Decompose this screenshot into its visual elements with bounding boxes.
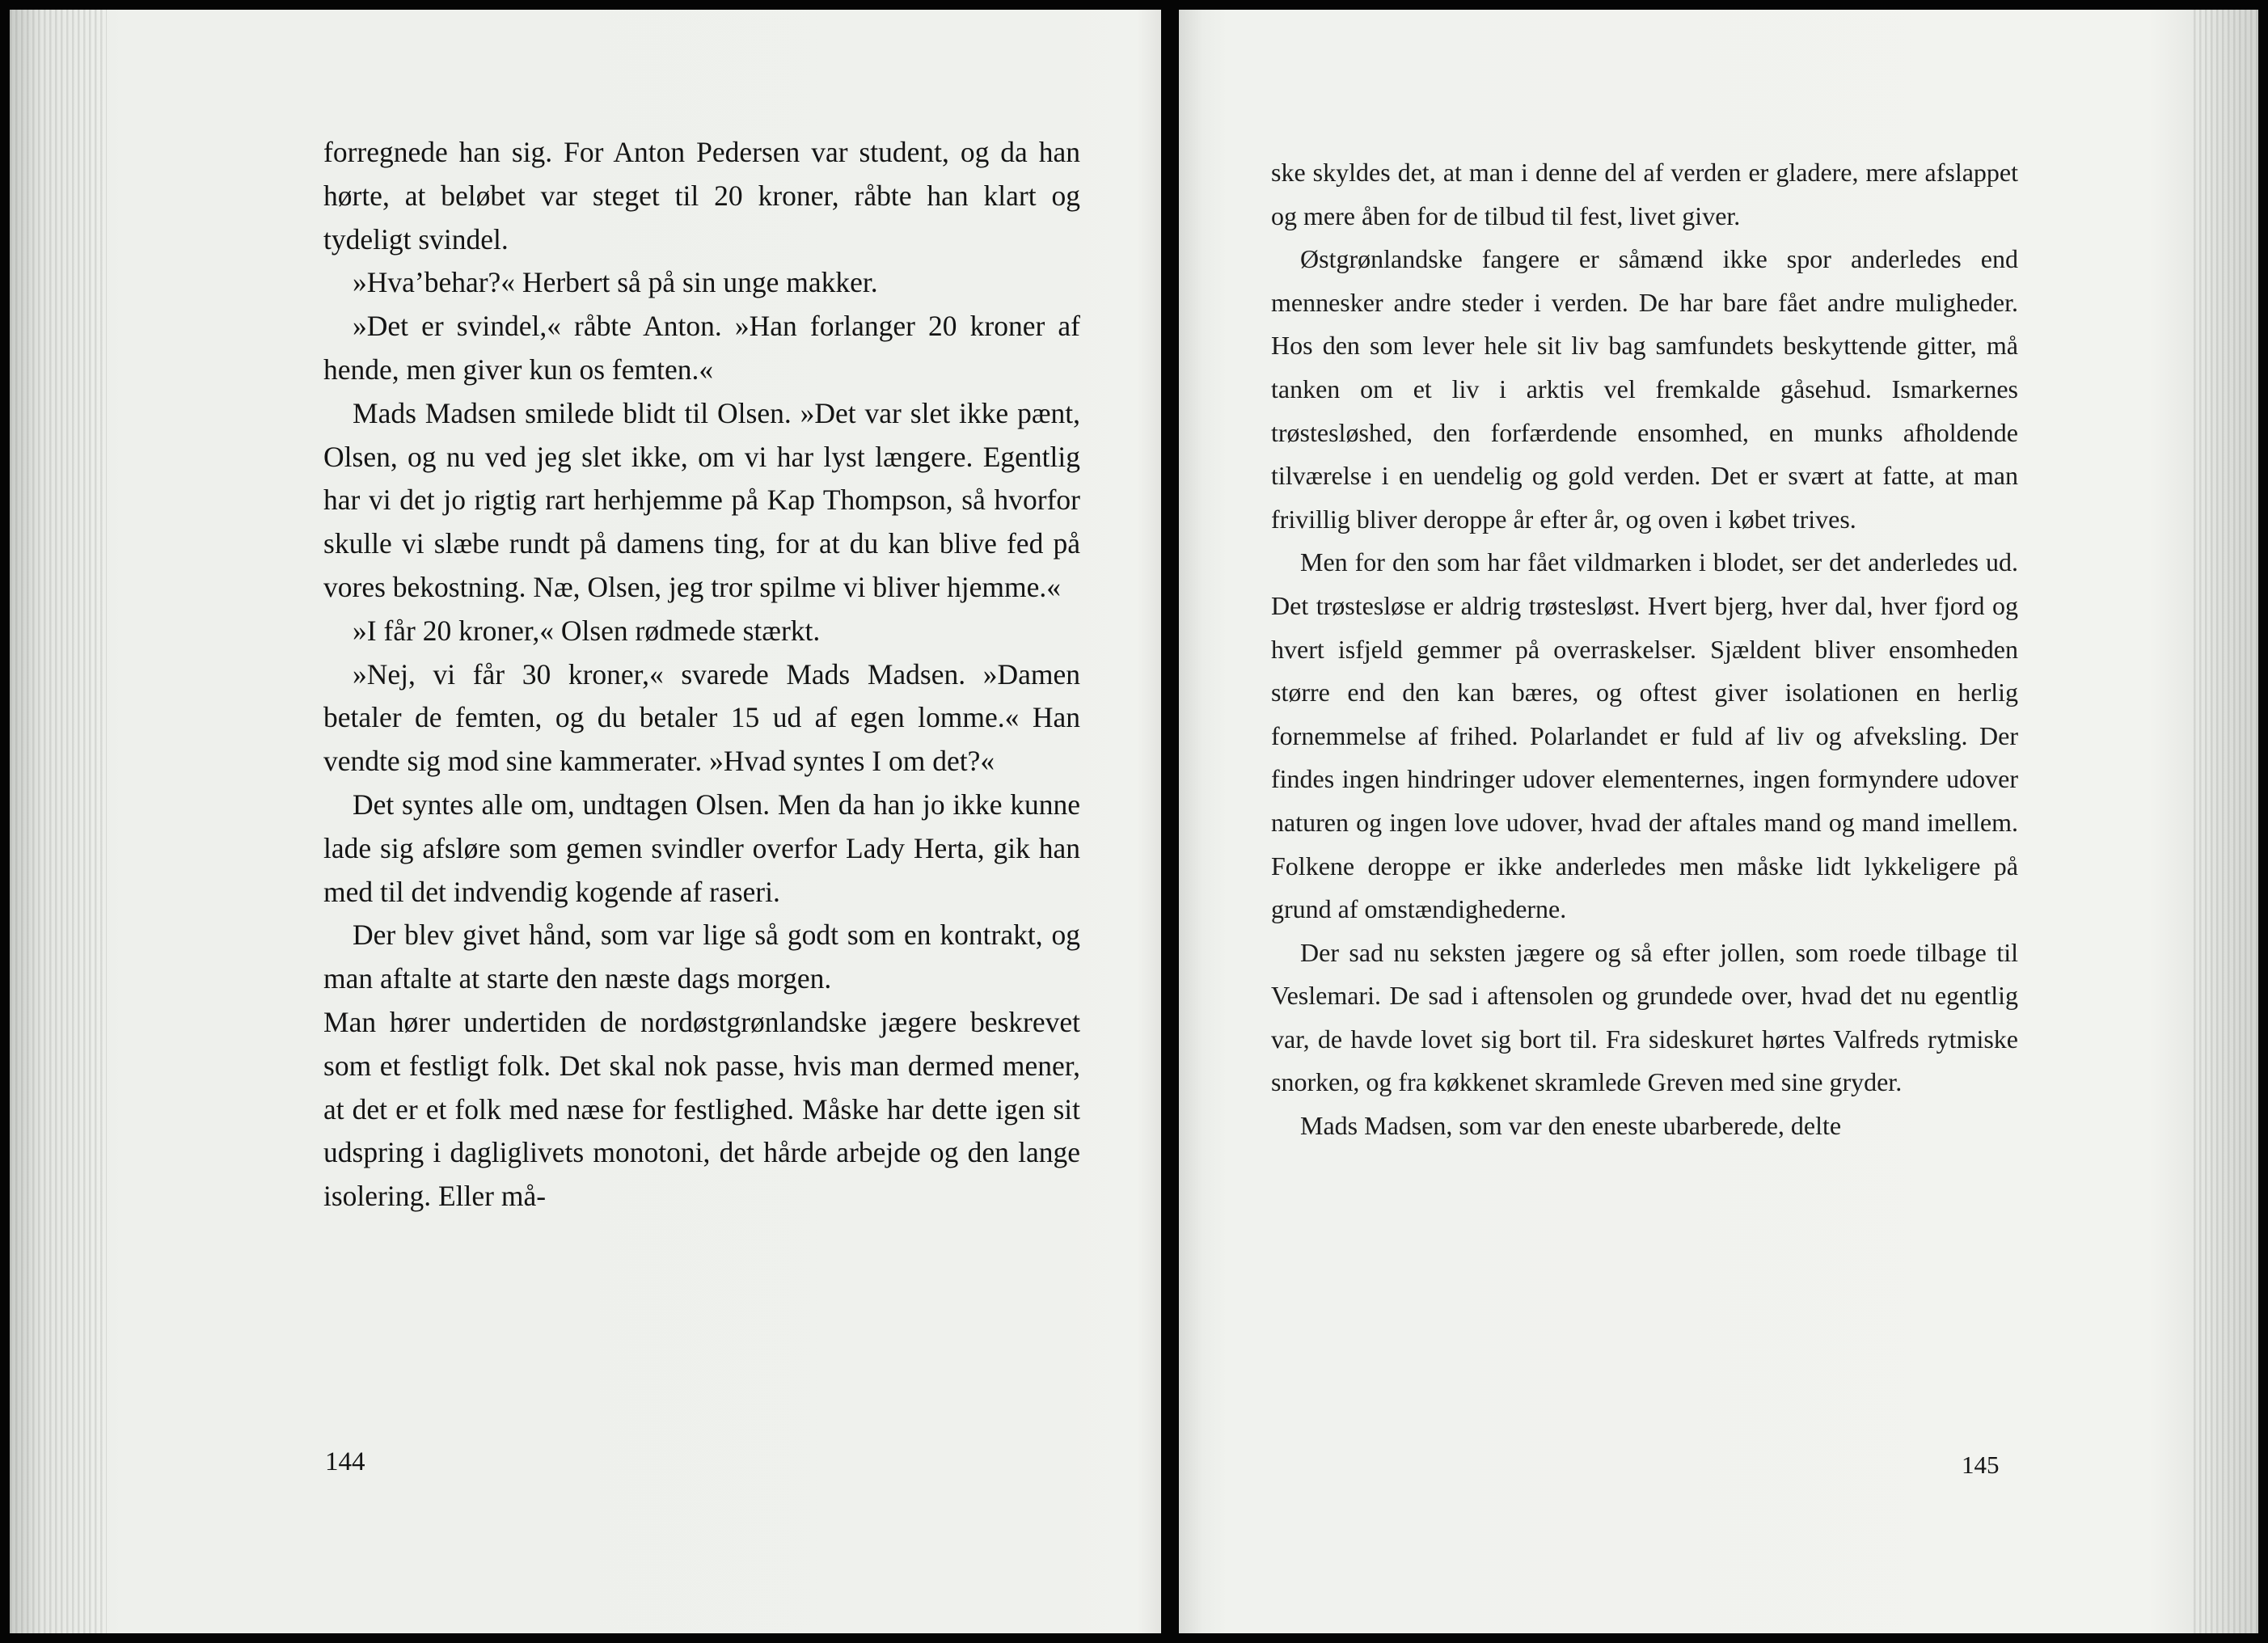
section-paragraph: Man hører undertiden de nordøstgrønlandske jægere beskrevet som et festligt folk. Det skal nok passe, hvis man dermed mener, at det er et folk med næse for festlighed. Måske har dette igen sit udspring i dagliglivets monotoni, det hårde arbejde og den lange isolering. Eller må-	[323, 1005, 1080, 1213]
page-edges	[2194, 10, 2258, 1633]
paragraph: »Nej, vi får 30 kroner,« svarede Mads Madsen. »Damen betaler de femten, og du betaler 15 ud af egen lomme.« Han vendte sig mod sine kammerater. »Hvad syntes I om det?«	[323, 657, 1080, 778]
right-page-text	[1271, 151, 2018, 1148]
page-number: 145	[1962, 1451, 2000, 1479]
paragraph: Men for den som har fået vildmarken i blodet, ser det anderledes ud. Det trøstesløse er aldrig trøstesløst. Hvert bjerg, hver dal, hver fjord og hvert isfjeld gemmer på overraskelser. Sjældent bliver ensomheden større end den kan bæres, og oftest giver isolationen en herlig fornemmelse af frihed. Polarlandet er fuld af liv og afveksling. Der findes ingen hindringer udover elementernes, ingen formyndere udover naturen og ingen love udover, hvad der aftales mand og mand imellem. Folkene deroppe er ikke anderledes men måske lidt lykkeligere på grund af omstændighederne.	[1271, 547, 2018, 924]
paragraph: Mads Madsen, som var den eneste ubarberede, delte	[1300, 1111, 1842, 1141]
paragraph: Det syntes alle om, undtagen Olsen. Men da han jo ikke kunne lade sig afsløre som gemen svindler overfor Lady Herta, gik han med til det indvendig kogende af raseri.	[323, 788, 1080, 908]
left-page	[10, 10, 1161, 1633]
paragraph: »Det er svindel,« råbte Anton. »Han forlanger 20 kroner af hende, men giver kun os femten.«	[323, 310, 1080, 386]
page-edges	[10, 10, 107, 1633]
page-number: 144	[325, 1447, 365, 1476]
paragraph: Der blev givet hånd, som var lige så godt som en kontrakt, og man aftalte at starte den næste dags morgen.	[323, 919, 1080, 995]
paragraph: Østgrønlandske fangere er såmænd ikke spor anderledes end mennesker andre steder i verden. De har bare fået andre muligheder. Hos den som lever hele sit liv bag samfundets beskyttende gitter, må tanken om et liv i arktis vel fremkalde gåsehud. Ismarkernes trøstesløshed, den forfærdende ensomhed, en munks afholdende tilværelse i en uendelig og gold verden. Det er svært at fatte, at man frivillig bliver deroppe år efter år, og oven i købet trives.	[1271, 244, 2018, 534]
paragraph: ske skyldes det, at man i denne del af verden er gladere, mere afslappet og mere åben for de tilbud til fest, livet giver.	[1271, 158, 2018, 230]
gutter-shadow	[1137, 10, 1161, 1633]
paragraph: »I får 20 kroner,« Olsen rødmede stærkt.	[353, 614, 821, 647]
gutter-shadow	[1179, 10, 1203, 1633]
right-page	[1179, 10, 2258, 1633]
left-page-text	[323, 131, 1080, 1219]
paragraph: Der sad nu seksten jægere og så efter jollen, som roede tilbage til Veslemari. De sad i aftensolen og grundede over, hvad det nu egentlig var, de havde lovet sig bort til. Fra sideskuret hørtes Valfreds rytmiske snorken, og fra køkkenet skramlede Greven med sine gryder.	[1271, 937, 2018, 1097]
paragraph: »Hva’behar?« Herbert så på sin unge makker.	[353, 266, 878, 299]
paragraph: forregnede han sig. For Anton Pedersen var student, og da han hørte, at beløbet var steget til 20 kroner, råbte han klart og tydeligt svindel.	[323, 136, 1080, 256]
paragraph: Mads Madsen smilede blidt til Olsen. »Det var slet ikke pænt, Olsen, og nu ved jeg slet ikke, om vi har lyst længere. Egentlig har vi det jo rigtig rart herhjemme på Kap Thompson, så hvorfor skulle vi slæbe rundt på damens ting, for at du kan blive fed på vores bekostning. Næ, Olsen, jeg tror spilme vi bliver hjemme.«	[323, 396, 1080, 603]
